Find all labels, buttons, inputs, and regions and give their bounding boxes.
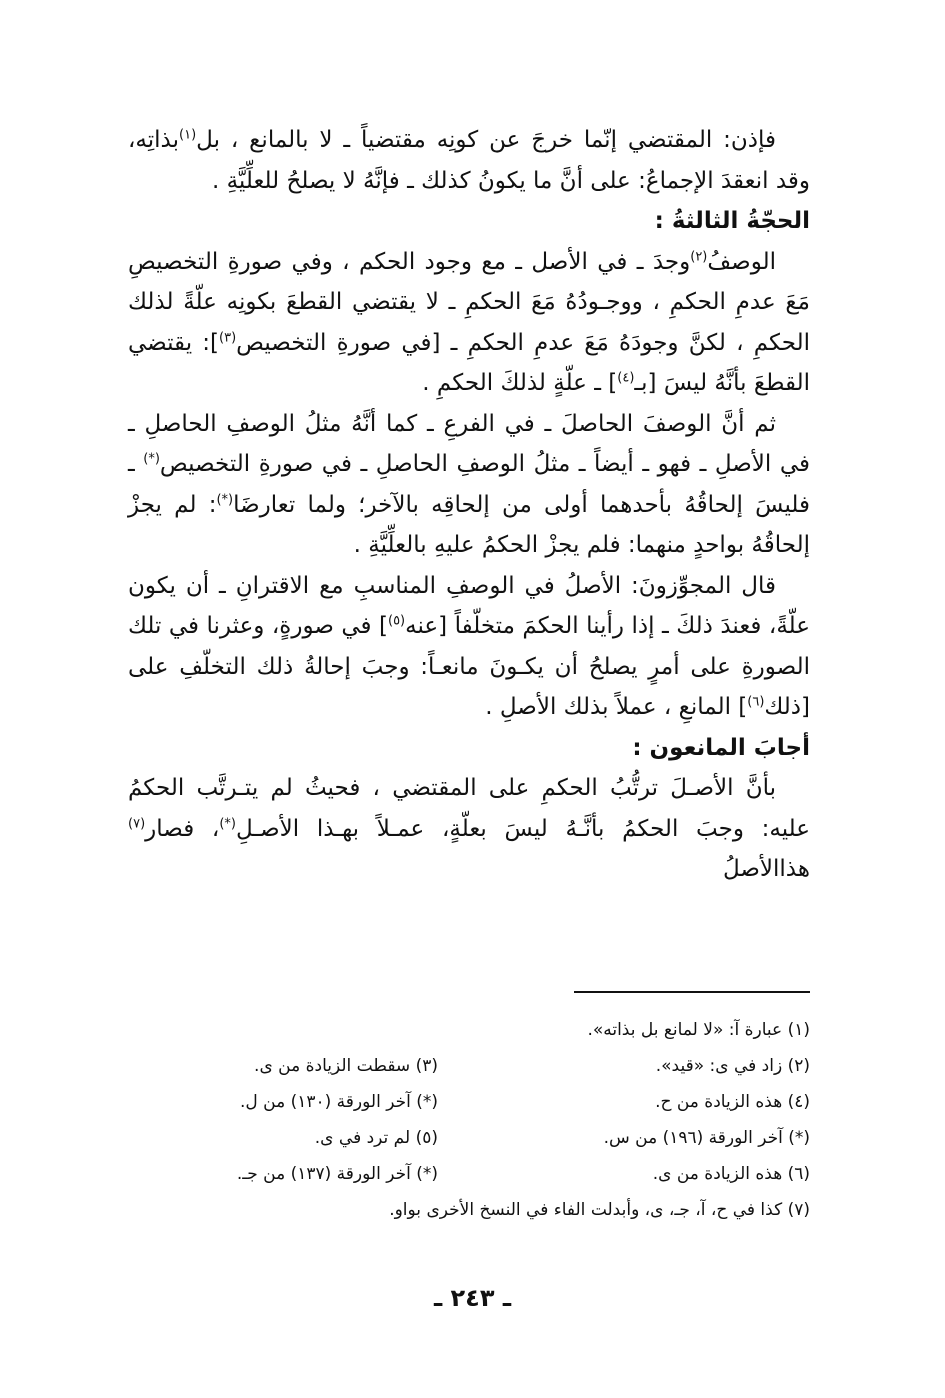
footnote-row bbox=[128, 1084, 810, 1120]
main-text bbox=[128, 120, 810, 890]
footnote-ref-1[interactable]: (١) bbox=[179, 127, 197, 143]
footnote-ref-3[interactable]: (٣) bbox=[219, 329, 237, 345]
footnote-ref-5[interactable]: (٥) bbox=[387, 613, 406, 629]
text-run: ، فصار bbox=[145, 815, 220, 842]
footnote-row bbox=[128, 1120, 810, 1156]
text-run: ] في صورةٍ، وعثرنا في تلك الصورةِ على أمرٍ يصلحُ أن يكـونَ مانعـاً: وجبَ إحالةُ ذلك التخلّفِ على [ذلك bbox=[128, 613, 810, 720]
footnote-row bbox=[128, 1012, 810, 1048]
text-run: فإذن: المقتضي إنّما خرجَ عن كونِه مقتضياً ـ لا بالمانع ، بل bbox=[196, 127, 776, 153]
paragraph-5 bbox=[128, 768, 810, 890]
footnote-row bbox=[128, 1156, 810, 1192]
paragraph-1 bbox=[128, 120, 810, 201]
text-run: ثم أنَّ الوصفَ الحاصلَ ـ في الفرعِ ـ كما أنَّهُ مثلُ الوصفِ الحاصلِ ـ في الأصلِ ـ فهو ـ أيضاً ـ مثلُ الوصفِ الحاصلِ ـ في صورةِ التخصيص bbox=[128, 410, 810, 477]
footnote-2: (٢) زاد في ى: «قيد». bbox=[655, 1056, 810, 1076]
footnote-row bbox=[128, 1048, 810, 1084]
text-run: بأنَّ الأصـلَ ترتُّبُ الحكمِ على المقتضي ، فحيثُ لم يتـرتَّب الحكمُ عليه: وجبَ الحكمُ بأنَّـهُ ليسَ بعلّةٍ، عمـلاً بهـذا الأصـلِ bbox=[128, 775, 811, 842]
paragraph-3 bbox=[128, 404, 810, 566]
folio-marker: (*) bbox=[143, 451, 160, 467]
footnote-folio-l: (*) آخر الورقة (١٣٠) من ل. bbox=[239, 1092, 438, 1112]
text-run: وجدَ ـ في الأصل ـ مع وجود الحكم ، وفي صورةِ التخصيصِ مَعَ عدمِ الحكمِ ، ووجـودُهُ مَعَ الحكمِ ـ لا يقتضي القطعَ بكونِه علّةً لذلك الحكمِ ، لكنَّ وجودَهُ مَعَ عدمِ الحكمِ ـ [في صورةِ التخصيص bbox=[128, 248, 810, 356]
text-run: ] المانعِ ، عملاً بذلك الأصلِ . bbox=[485, 694, 748, 720]
text-run: هذاالأصلُ bbox=[722, 856, 810, 882]
text-run: ـ فليسَ إلحاقُهُ بأحدهما أولى من إلحاقِه بالآخر؛ ولما تعارضَا bbox=[128, 451, 811, 518]
paragraph-2 bbox=[128, 242, 810, 404]
footnote-ref-2[interactable]: (٢) bbox=[690, 248, 708, 264]
footnote-ref-7[interactable]: (٧) bbox=[128, 815, 146, 831]
footnote-5: (٥) لم ترد في ى. bbox=[314, 1128, 438, 1148]
footnote-1: (١) عبارة آ: «لا لمانع بل بذاته». bbox=[587, 1020, 810, 1040]
section-heading-objectors-reply: أجابَ المانعون : bbox=[632, 734, 810, 761]
folio-marker: (*) bbox=[216, 491, 234, 507]
page-number: ـ ٢٤٣ ـ bbox=[433, 1284, 512, 1312]
section-heading-third-argument: الحجّةُ الثالثةُ : bbox=[654, 208, 810, 234]
footnote-folio-j: (*) آخر الورقة (١٣٧) من جـ. bbox=[236, 1164, 438, 1184]
footnotes bbox=[128, 1012, 810, 1228]
text-run: قال المجوِّزونَ: الأصلُ في الوصفِ المناسبِ مع الاقترانِ ـ أن يكون علّةً، فعندَ ذلكَ ـ إذا رأينا الحكمَ متخلّفاً [عنه bbox=[128, 572, 811, 639]
text-run: ] ـ علّةٍ لذلكَ الحكمِ . bbox=[422, 370, 618, 396]
text-run: بذاتِه، وقد انعقدَ الإجماعُ: على أنَّ ما يكونُ كذلك ـ فإنَّهُ لا يصلحُ للعلِّيَّةِ . bbox=[128, 127, 810, 194]
footnote-6: (٦) هذه الزيادة من ى. bbox=[652, 1164, 810, 1184]
footnote-separator bbox=[574, 991, 810, 993]
footnote-4: (٤) هذه الزيادة من ح. bbox=[655, 1092, 810, 1112]
text-run: : لم يجزْ إلحاقُهُ بواحدٍ منهما: فلم يجزْ الحكمُ عليهِ بالعلِّيَّةِ . bbox=[128, 491, 810, 558]
footnote-row bbox=[128, 1192, 810, 1228]
text-run: الوصفُ bbox=[707, 248, 776, 275]
footnote-ref-6[interactable]: (٦) bbox=[747, 694, 765, 710]
footnote-3: (٣) سقطت الزيادة من ى. bbox=[254, 1056, 438, 1076]
paragraph-4 bbox=[128, 566, 810, 728]
text-run: ]: يقتضي القطعَ بأنَّهُ ليسَ [بـ bbox=[128, 329, 810, 396]
folio-marker: (*) bbox=[219, 815, 236, 831]
footnote-ref-4[interactable]: (٤) bbox=[617, 370, 635, 386]
footnote-7: (٧) كذا في ح، آ، جـ، ى، وأبدلت الفاء في النسخ الأخرى بواو. bbox=[389, 1200, 810, 1220]
footnote-folio-s: (*) آخر الورقة (١٩٦) من س. bbox=[603, 1128, 810, 1148]
